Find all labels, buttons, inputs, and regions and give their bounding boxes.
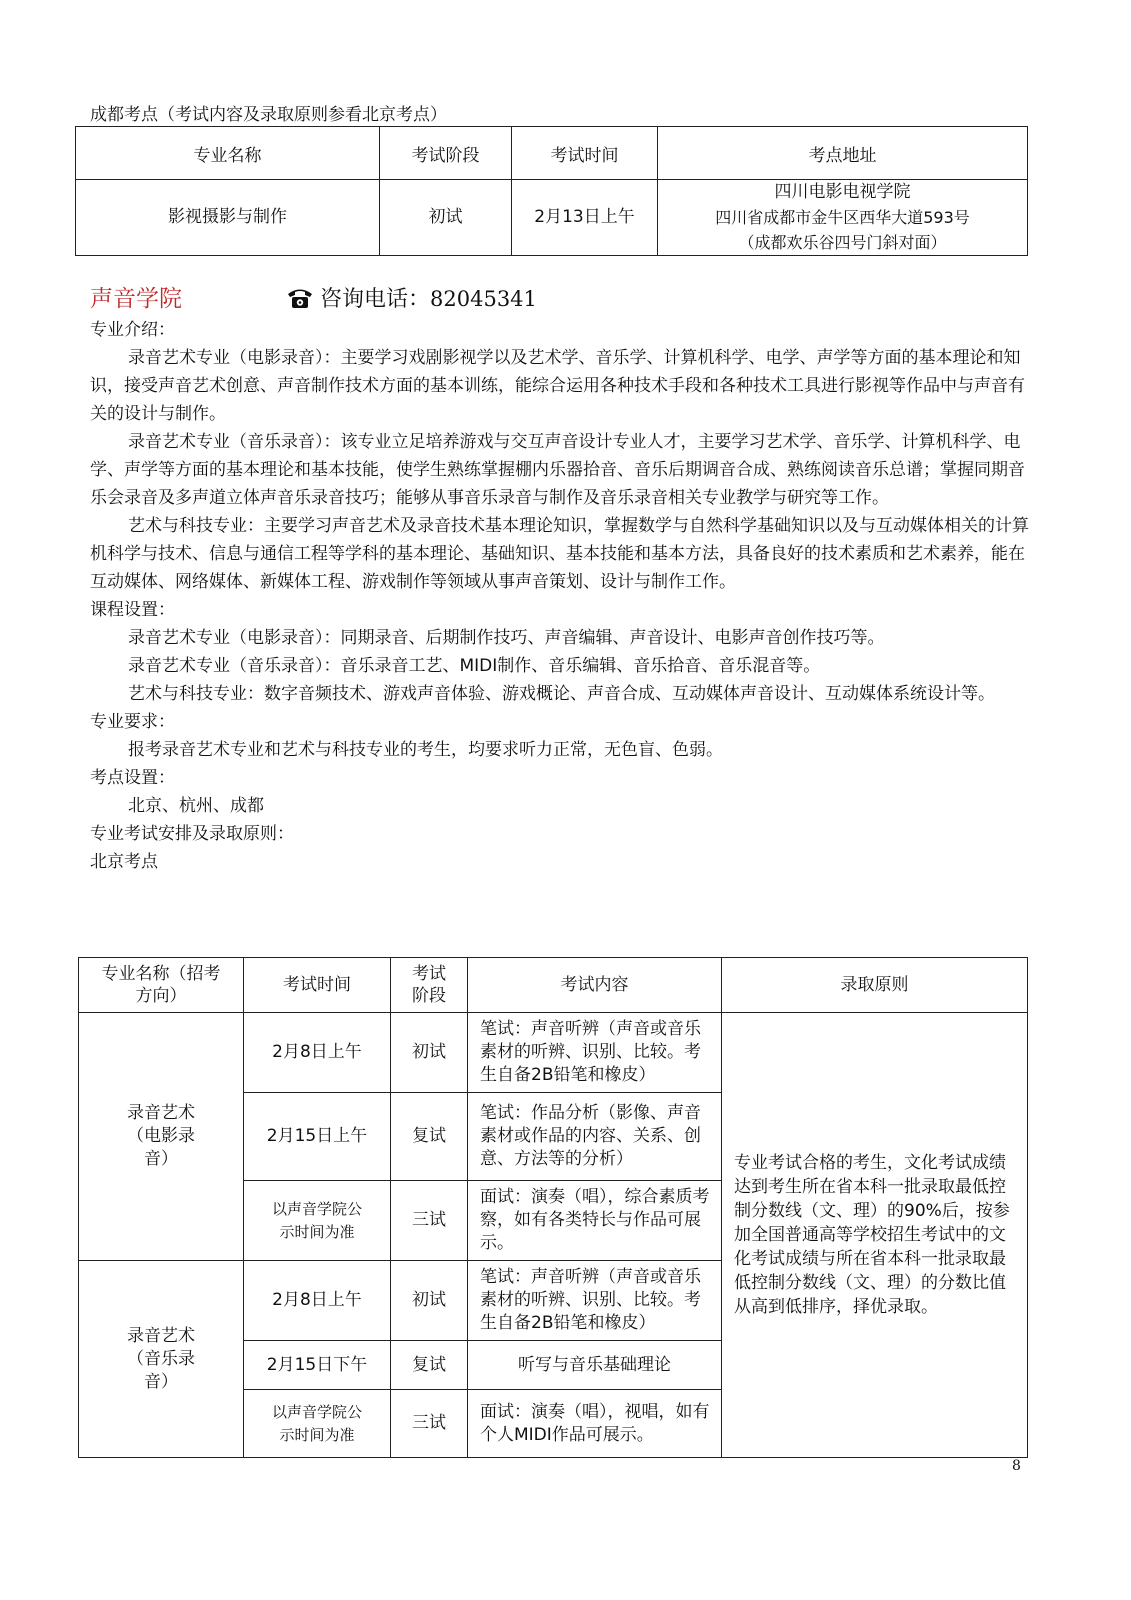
chengdu-caption: 成都考点（考试内容及录取原则参看北京考点） [90, 105, 447, 125]
phone-label: 咨询电话： [320, 287, 431, 312]
address-name: 四川电影电视学院 [774, 182, 911, 202]
requirement-paragraph: 报考录音艺术专业和艺术与科技专业的考生，均要求听力正常，无色盲、色弱。 [128, 740, 723, 760]
header-major-direction: 专业名称（招考方向） [79, 958, 244, 1013]
cell-time: 以声音学院公示时间为准 [244, 1390, 391, 1458]
cell-major: 录音艺术（电影录音） [79, 1013, 244, 1261]
beijing-caption: 北京考点 [90, 852, 158, 872]
cell-admission-rule: 专业考试合格的考生，文化考试成绩达到考生所在省本科一批录取最低控制分数线（文、理）的90%后，按参加全国普通高等学校招生考试中的文化考试成绩与所在省本科一批录取最低控制分数线（文、理）的分数比值从高到低排序，择优录取。 [722, 1013, 1028, 1458]
page-number: 8 [1012, 1458, 1021, 1474]
department-name: 声音学院 [90, 286, 182, 312]
cell-time: 2月8日上午 [244, 1013, 391, 1093]
cell-major: 影视摄影与制作 [76, 180, 380, 256]
cell-stage: 初试 [380, 180, 512, 256]
header-time: 考试时间 [512, 127, 658, 180]
header-major: 专业名称 [76, 127, 380, 180]
course-paragraph: 录音艺术专业（音乐录音）：音乐录音工艺、MIDI制作、音乐编辑、音乐拾音、音乐混音等。 [128, 656, 821, 676]
beijing-header-row [79, 958, 1028, 1013]
cell-content: 笔试：作品分析（影像、声音素材或作品的内容、关系、创意、方法等的分析） [468, 1093, 722, 1181]
table-row [79, 1013, 1028, 1093]
arrangement-heading: 专业考试安排及录取原则： [90, 824, 294, 844]
cell-time: 以声音学院公示时间为准 [244, 1181, 391, 1261]
cell-content: 面试：演奏（唱），视唱，如有个人MIDI作品可展示。 [468, 1390, 722, 1458]
phone-number: 82045341 [430, 287, 537, 311]
header-time: 考试时间 [244, 958, 391, 1013]
intro-paragraph: 录音艺术专业（电影录音）：主要学习戏剧影视学以及艺术学、音乐学、计算机科学、电学、声学等方面的基本理论和知识，接受声音艺术创意、声音制作技术方面的基本训练，能综合运用各种技术手段和各种技术工具进行影视等作品中与声音有关的设计与制作。 [90, 348, 1025, 424]
intro-paragraph: 艺术与科技专业：主要学习声音艺术及录音技术基本理论知识，掌握数学与自然科学基础知识以及与互动媒体相关的计算机科学与技术、信息与通信工程等学科的基本理论、基础知识、基本技能和基本方法，具备良好的技术素质和艺术素养，能在互动媒体、网络媒体、新媒体工程、游戏制作等领域从事声音策划、设计与制作工作。 [90, 516, 1029, 592]
chengdu-header-row [76, 127, 1028, 180]
table-row [76, 180, 1028, 256]
address-note: （成都欢乐谷四号门斜对面） [738, 233, 947, 252]
telephone-icon [286, 286, 314, 308]
cell-content: 面试：演奏（唱），综合素质考察，如有各类特长与作品可展示。 [468, 1181, 722, 1261]
cell-time: 2月8日上午 [244, 1261, 391, 1341]
site-heading: 考点设置： [90, 768, 175, 788]
department-body [90, 316, 1030, 876]
department-heading [90, 282, 990, 316]
header-address: 考点地址 [658, 127, 1028, 180]
cell-stage: 三试 [391, 1390, 468, 1458]
cell-time: 2月15日下午 [244, 1341, 391, 1390]
cell-address [658, 180, 1028, 256]
chengdu-table [75, 126, 1028, 256]
cell-stage: 复试 [391, 1341, 468, 1390]
cell-stage: 初试 [391, 1013, 468, 1093]
site-list: 北京、杭州、成都 [128, 796, 264, 816]
address-street: 四川省成都市金牛区西华大道593号 [715, 208, 970, 227]
header-stage: 考试阶段 [380, 127, 512, 180]
cell-content: 听写与音乐基础理论 [468, 1341, 722, 1390]
course-paragraph: 录音艺术专业（电影录音）：同期录音、后期制作技巧、声音编辑、声音设计、电影声音创作技巧等。 [128, 628, 885, 648]
cell-stage: 复试 [391, 1093, 468, 1181]
cell-content: 笔试：声音听辨（声音或音乐素材的听辨、识别、比较。考生自备2B铅笔和橡皮） [468, 1261, 722, 1341]
course-paragraph: 艺术与科技专业：数字音频技术、游戏声音体验、游戏概论、声音合成、互动媒体声音设计、互动媒体系统设计等。 [128, 684, 995, 704]
header-rule: 录取原则 [722, 958, 1028, 1013]
cell-stage: 三试 [391, 1181, 468, 1261]
header-stage: 考试阶段 [391, 958, 468, 1013]
header-content: 考试内容 [468, 958, 722, 1013]
requirement-heading: 专业要求： [90, 712, 175, 732]
cell-stage: 初试 [391, 1261, 468, 1341]
intro-paragraph: 录音艺术专业（音乐录音）：该专业立足培养游戏与交互声音设计专业人才，主要学习艺术学、音乐学、计算机科学、电学、声学等方面的基本理论和基本技能，使学生熟练掌握棚内乐器拾音、音乐后期调音合成、熟练阅读音乐总谱；掌握同期音乐会录音及多声道立体声音乐录音技巧；能够从事音乐录音与制作及音乐录音相关专业教学与研究等工作。 [90, 432, 1025, 508]
intro-heading: 专业介绍： [90, 320, 175, 340]
cell-content: 笔试：声音听辨（声音或音乐素材的听辨、识别、比较。考生自备2B铅笔和橡皮） [468, 1013, 722, 1093]
cell-time: 2月13日上午 [512, 180, 658, 256]
phone-block [286, 282, 537, 317]
cell-time: 2月15日上午 [244, 1093, 391, 1181]
beijing-table [78, 957, 1028, 1458]
course-heading: 课程设置： [90, 600, 175, 620]
cell-major: 录音艺术（音乐录音） [79, 1261, 244, 1458]
